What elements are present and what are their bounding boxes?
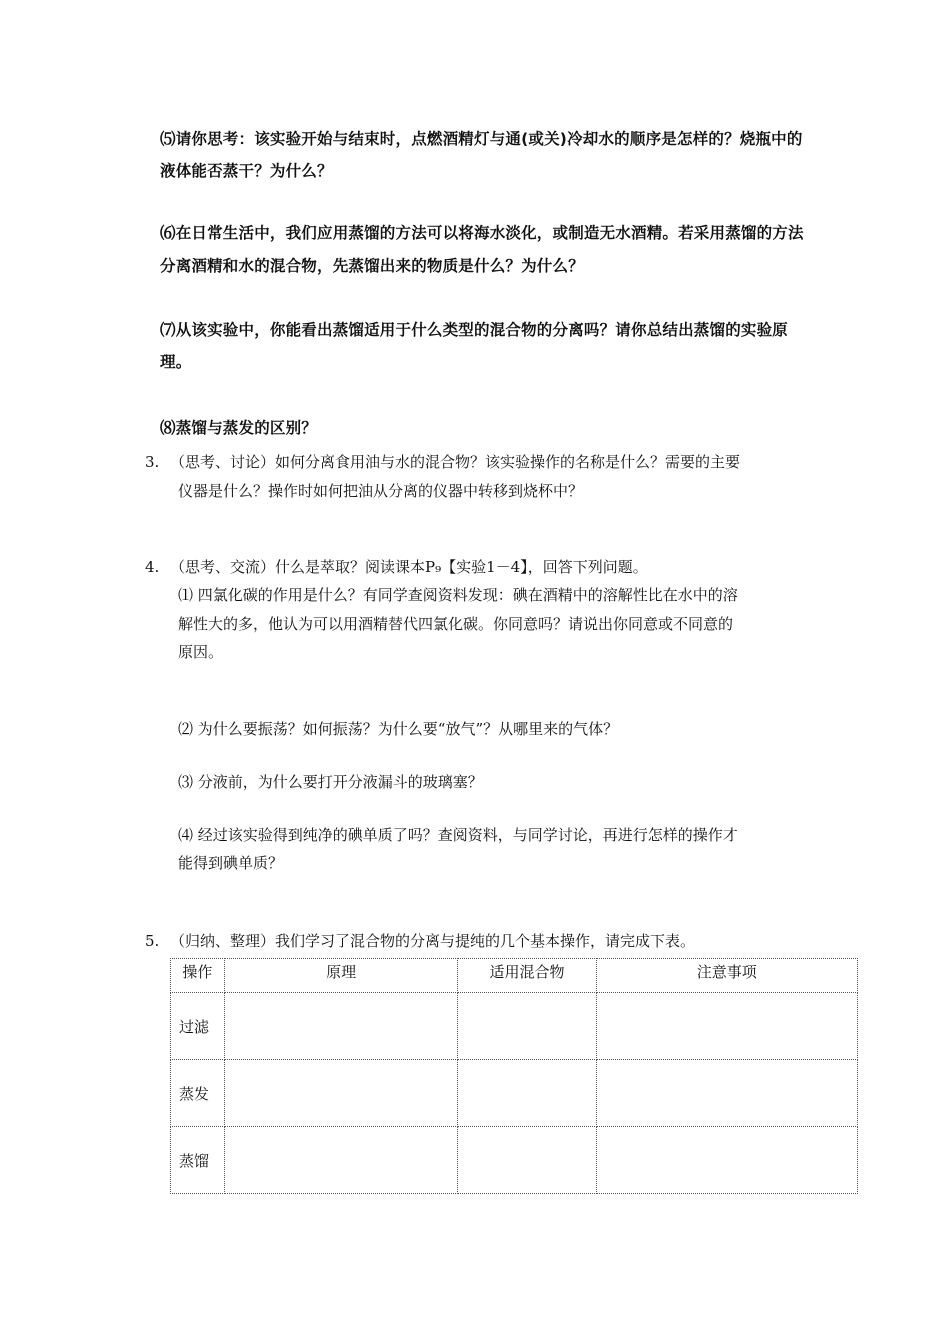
item-3-line2: 仪器是什么？操作时如何把油从分离的仪器中转移到烧杯中？ xyxy=(178,482,584,500)
question-6-line1: ⑹在日常生活中，我们应用蒸馏的方法可以将海水淡化，或制造无水酒精。若采用蒸馏的方法 xyxy=(160,224,804,242)
question-7-line2: 理。 xyxy=(160,353,192,371)
item-5-number: 5. xyxy=(145,932,160,950)
table-header-row xyxy=(171,959,858,993)
item-4-sub4-line1: ⑷ 经过该实验得到纯净的碘单质了吗？查阅资料，与同学讨论，再进行怎样的操作才 xyxy=(178,826,738,844)
header-principle: 原理 xyxy=(224,959,458,993)
question-8: ⑻蒸馏与蒸发的区别？ xyxy=(160,419,318,437)
row-label-evaporation: 蒸发 xyxy=(171,1060,225,1127)
header-applicable-mixture: 适用混合物 xyxy=(458,959,596,993)
cell-notes[interactable] xyxy=(596,993,857,1060)
cell-principle[interactable] xyxy=(224,993,458,1060)
table-row xyxy=(171,1060,858,1127)
table-row xyxy=(171,1127,858,1194)
item-4-sub2: ⑵ 为什么要振荡？如何振荡？为什么要“放气”？从哪里来的气体？ xyxy=(178,720,619,738)
item-3-number: 3. xyxy=(145,453,160,471)
question-6-line2: 分离酒精和水的混合物，先蒸馏出来的物质是什么？为什么？ xyxy=(160,257,584,275)
item-5-line1: （归纳、整理）我们学习了混合物的分离与提纯的几个基本操作，请完成下表。 xyxy=(170,932,696,950)
item-4-sub1-line2: 解性大的多，他认为可以用酒精替代四氯化碳。你同意吗？请说出你同意或不同意的 xyxy=(178,615,734,633)
cell-principle[interactable] xyxy=(224,1127,458,1194)
item-4-sub1-line1: ⑴ 四氯化碳的作用是什么？有同学查阅资料发现：碘在酒精中的溶解性比在水中的溶 xyxy=(178,586,738,604)
question-5-line1: ⑸请你思考：该实验开始与结束时，点燃酒精灯与通(或关)冷却水的顺序是怎样的？烧瓶中的 xyxy=(160,130,803,148)
question-5-line2: 液体能否蒸干？为什么？ xyxy=(160,162,333,180)
item-4-sub3: ⑶ 分液前，为什么要打开分液漏斗的玻璃塞？ xyxy=(178,773,483,791)
header-notes: 注意事项 xyxy=(596,959,857,993)
row-label-distillation: 蒸馏 xyxy=(171,1127,225,1194)
item-4-line1: （思考、交流）什么是萃取？阅读课本P₉【实验1－4】，回答下列问题。 xyxy=(170,558,648,576)
question-7-line1: ⑺从该实验中，你能看出蒸馏适用于什么类型的混合物的分离吗？请你总结出蒸馏的实验原 xyxy=(160,321,789,339)
cell-applicable-mixture[interactable] xyxy=(458,1060,596,1127)
row-label-filtration: 过滤 xyxy=(171,993,225,1060)
table-row xyxy=(171,993,858,1060)
separation-methods-table xyxy=(170,958,858,1194)
item-4-number: 4. xyxy=(145,558,160,576)
cell-applicable-mixture[interactable] xyxy=(458,1127,596,1194)
cell-principle[interactable] xyxy=(224,1060,458,1127)
cell-notes[interactable] xyxy=(596,1127,857,1194)
cell-notes[interactable] xyxy=(596,1060,857,1127)
item-4-sub1-line3: 原因。 xyxy=(178,643,224,661)
item-4-sub4-line2: 能得到碘单质？ xyxy=(178,854,284,872)
header-operation: 操作 xyxy=(171,959,225,993)
item-3-line1: （思考、讨论）如何分离食用油与水的混合物？该实验操作的名称是什么？需要的主要 xyxy=(170,453,741,471)
cell-applicable-mixture[interactable] xyxy=(458,993,596,1060)
